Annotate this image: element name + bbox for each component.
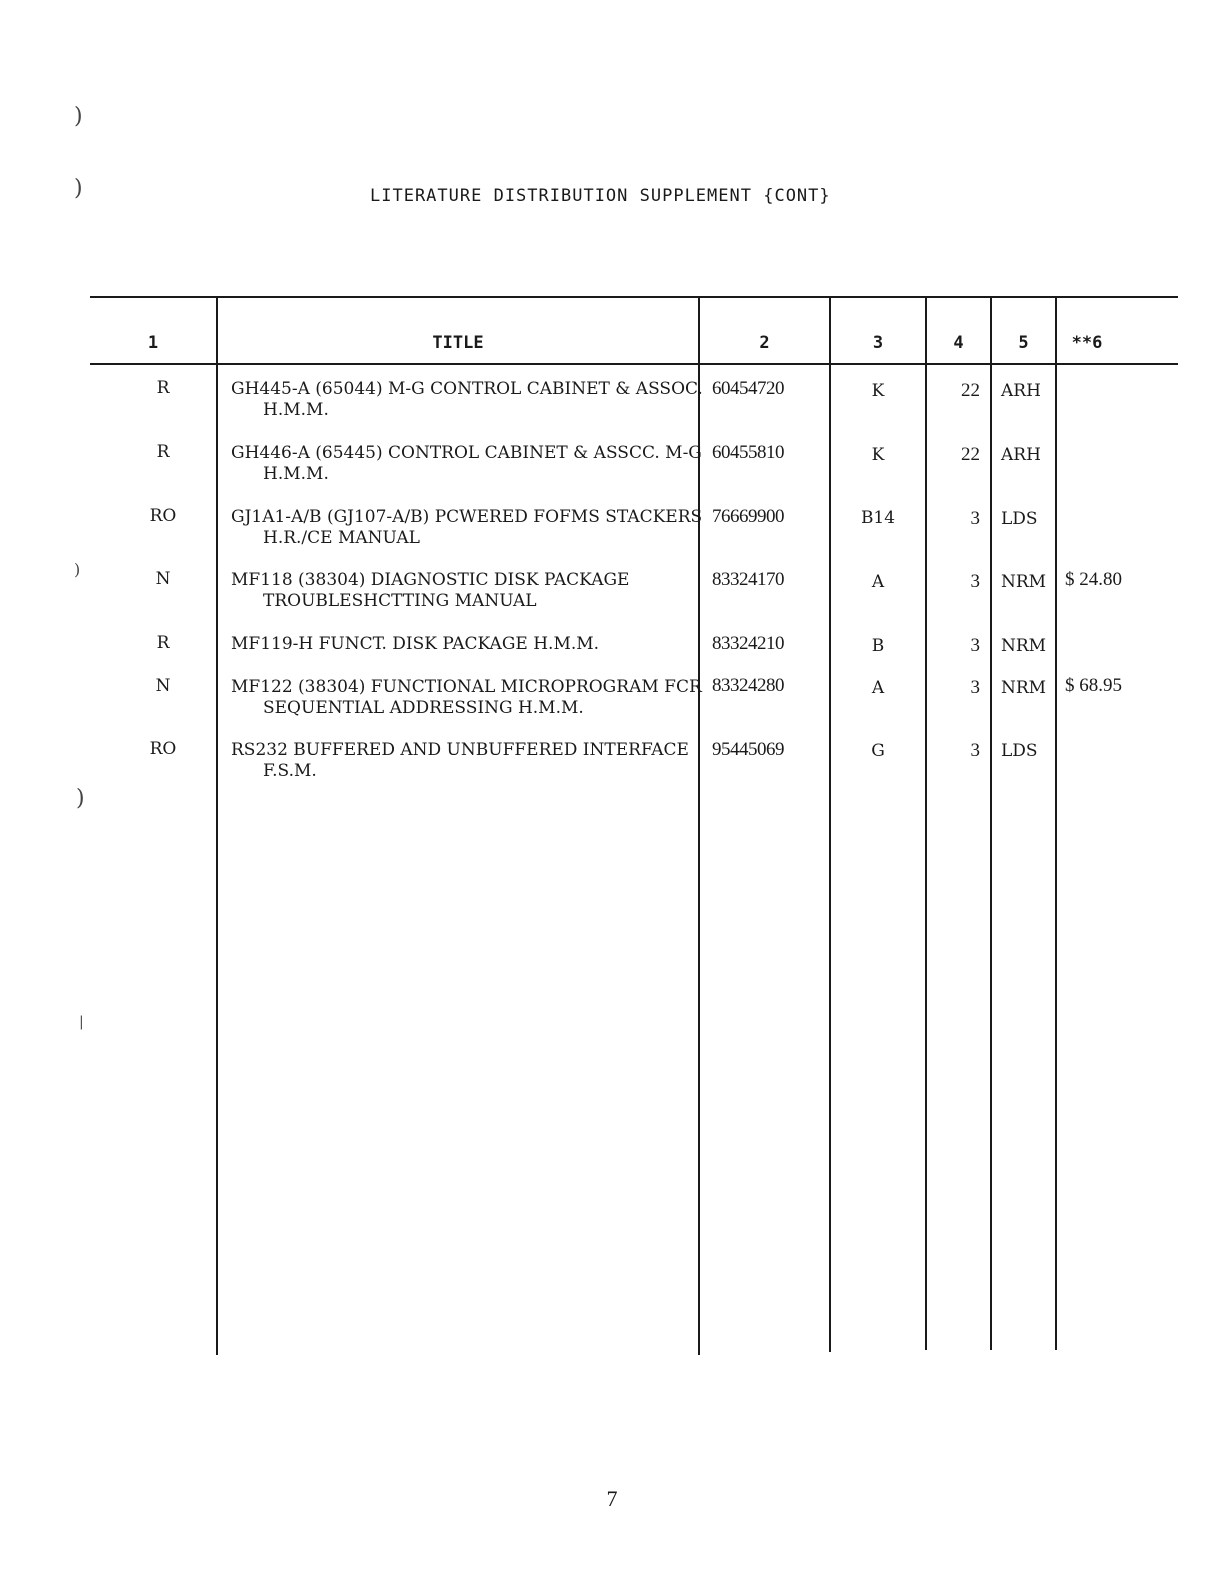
row-title <box>231 677 702 719</box>
row-col3: B <box>871 636 885 656</box>
row-col3: A <box>871 572 885 592</box>
row-title-line2: F.S.M. <box>263 761 317 781</box>
margin-mark: | <box>79 1014 84 1030</box>
row-price: $ 24.80 <box>1065 569 1122 590</box>
row-title-line1: MF119-H FUNCT. DISK PACKAGE H.M.M. <box>231 634 600 654</box>
row-col4: 3 <box>970 740 980 761</box>
row-title-line1: RS232 BUFFERED AND UNBUFFERED INTERFACE <box>231 740 689 760</box>
page-number: 7 <box>606 1486 618 1511</box>
row-col5: LDS <box>1001 509 1038 529</box>
row-title-line1: GH445-A (65044) M-G CONTROL CABINET & ASSOC. <box>231 379 703 399</box>
row-title <box>231 443 702 485</box>
row-number: 83324280 <box>712 675 784 696</box>
row-col4: 3 <box>970 508 980 529</box>
row-col5: NRM <box>1001 572 1047 592</box>
row-col3: A <box>871 678 885 698</box>
row-col3: G <box>871 741 885 761</box>
column-header-3: 3 <box>872 333 884 353</box>
row-col5: LDS <box>1001 741 1038 761</box>
row-number: 95445069 <box>712 739 784 760</box>
row-title-line2: TROUBLESHCTTING MANUAL <box>263 591 537 611</box>
margin-mark: ) <box>76 786 85 811</box>
row-title-line1: MF122 (38304) FUNCTIONAL MICROPROGRAM FCR <box>231 677 702 697</box>
column-header-5: 5 <box>1018 333 1029 353</box>
column-header-6: **6 <box>1071 333 1103 353</box>
row-col5: NRM <box>1001 636 1047 656</box>
column-header-2: 2 <box>759 333 770 353</box>
row-title <box>231 570 629 612</box>
row-col5: NRM <box>1001 678 1047 698</box>
row-number: 83324210 <box>712 633 784 654</box>
row-title <box>231 507 702 549</box>
column-header-4: 4 <box>953 333 964 353</box>
row-col4: 22 <box>961 444 980 465</box>
row-col5: ARH <box>1001 445 1041 465</box>
row-code: R <box>156 378 170 398</box>
row-title-line1: GH446-A (65445) CONTROL CABINET & ASSCC. M-G <box>231 443 702 463</box>
row-title <box>231 740 689 782</box>
margin-mark: ) <box>74 176 83 201</box>
row-number: 60454720 <box>712 378 784 399</box>
column-header-1: 1 <box>147 333 159 353</box>
row-title-line2: H.R./CE MANUAL <box>263 528 420 548</box>
column-divider <box>216 297 218 1355</box>
row-code: RO <box>149 506 177 526</box>
row-code: R <box>156 633 170 653</box>
page-title: LITERATURE DISTRIBUTION SUPPLEMENT {CONT} <box>370 186 831 206</box>
row-col4: 3 <box>970 635 980 656</box>
row-code: N <box>155 676 171 696</box>
row-col5: ARH <box>1001 381 1041 401</box>
row-title-line1: MF118 (38304) DIAGNOSTIC DISK PACKAGE <box>231 570 630 590</box>
row-number: 83324170 <box>712 569 784 590</box>
row-title <box>231 634 599 655</box>
row-code: RO <box>149 739 177 759</box>
row-number: 60455810 <box>712 442 784 463</box>
row-code: N <box>155 569 171 589</box>
row-title-line2: H.M.M. <box>263 464 329 484</box>
row-col4: 3 <box>970 677 980 698</box>
row-title <box>231 379 703 421</box>
column-header-title: TITLE <box>432 333 484 353</box>
row-col4: 3 <box>970 571 980 592</box>
margin-mark: ) <box>74 104 83 129</box>
table-header-rule <box>90 363 1178 365</box>
row-price: $ 68.95 <box>1065 675 1122 696</box>
row-title-line2: SEQUENTIAL ADDRESSING H.M.M. <box>263 698 584 718</box>
row-number: 76669900 <box>712 506 784 527</box>
column-divider <box>990 297 992 1350</box>
row-col3: K <box>871 445 885 465</box>
margin-mark: ) <box>74 560 81 579</box>
row-title-line1: GJ1A1-A/B (GJ107-A/B) PCWERED FOFMS STACKERS <box>231 507 703 527</box>
row-col3: K <box>871 381 885 401</box>
row-col3: B14 <box>860 508 896 528</box>
row-title-line2: H.M.M. <box>263 400 329 420</box>
column-divider <box>1055 297 1057 1350</box>
table-top-rule <box>90 296 1178 298</box>
row-code: R <box>156 442 170 462</box>
row-col4: 22 <box>961 380 980 401</box>
